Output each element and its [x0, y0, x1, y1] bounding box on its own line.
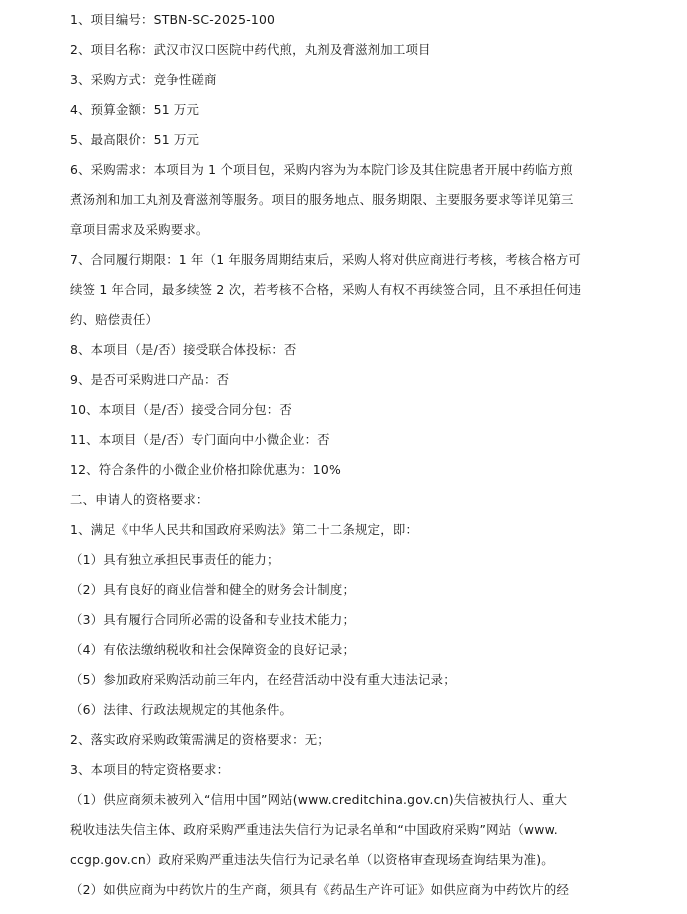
line-qualification-1-1: （1）具有独立承担民事责任的能力；	[70, 552, 280, 567]
line-procurement-method: 3、采购方式：竞争性磋商	[70, 72, 217, 87]
line-qualification-1: 1、满足《中华人民共和国政府采购法》第二十二条规定，即：	[70, 522, 419, 537]
line-qualification-2: 2、落实政府采购政策需满足的资格要求：无；	[70, 732, 330, 747]
line-price-discount: 12、符合条件的小微企业价格扣除优惠为：10%	[70, 462, 341, 477]
line-consortium: 8、本项目（是/否）接受联合体投标：否	[70, 342, 297, 357]
line-contract-period-2: 续签 1 年合同，最多续签 2 次，若考核不合格，采购人有权不再续签合同，且不承担任何违	[70, 282, 582, 297]
line-special-2a: （2）如供应商为中药饮片的生产商，须具有《药品生产许可证》如供应商为中药饮片的经	[70, 882, 570, 897]
line-qualification-1-3: （3）具有履行合同所必需的设备和专业技术能力；	[70, 612, 356, 627]
line-project-name: 2、项目名称：武汉市汉口医院中药代煎，丸剂及膏滋剂加工项目	[70, 42, 431, 57]
line-sme: 11、本项目（是/否）专门面向中小微企业：否	[70, 432, 330, 447]
line-project-number: 1、项目编号：STBN-SC-2025-100	[70, 12, 276, 27]
line-requirements-1: 6、采购需求：本项目为 1 个项目包，采购内容为为本院门诊及其住院患者开展中药临方煎	[70, 162, 573, 177]
line-contract-period-3: 约、赔偿责任）	[70, 312, 159, 327]
line-qualification-1-5: （5）参加政府采购活动前三年内，在经营活动中没有重大违法记录；	[70, 672, 456, 687]
line-qualification-1-2: （2）具有良好的商业信誉和健全的财务会计制度；	[70, 582, 356, 597]
line-special-1a: （1）供应商须未被列入“信用中国”网站(www.creditchina.gov.cn)失信被执行人、重大	[70, 792, 568, 807]
line-qualification-1-4: （4）有依法缴纳税收和社会保障资金的良好记录；	[70, 642, 356, 657]
line-import: 9、是否可采购进口产品：否	[70, 372, 230, 387]
line-requirements-2: 煮汤剂和加工丸剂及膏滋剂等服务。项目的服务地点、服务期限、主要服务要求等详见第三	[70, 192, 574, 207]
section-heading-qualifications: 二、申请人的资格要求：	[70, 492, 209, 507]
line-subcontract: 10、本项目（是/否）接受合同分包：否	[70, 402, 292, 417]
line-qualification-1-6: （6）法律、行政法规规定的其他条件。	[70, 702, 293, 717]
line-max-price: 5、最高限价：51 万元	[70, 132, 200, 147]
line-contract-period-1: 7、合同履行期限：1 年（1 年服务周期结束后，采购人将对供应商进行考核，考核合格方可	[70, 252, 581, 267]
document-body	[70, 5, 610, 905]
line-budget: 4、预算金额：51 万元	[70, 102, 200, 117]
line-requirements-3: 章项目需求及采购要求。	[70, 222, 209, 237]
line-qualification-3: 3、本项目的特定资格要求：	[70, 762, 230, 777]
line-special-1c: ccgp.gov.cn）政府采购严重违法失信行为记录名单（以资格审查现场查询结果为准)。	[70, 852, 554, 867]
line-special-1b: 税收违法失信主体、政府采购严重违法失信行为记录名单和“中国政府采购”网站（www.	[70, 822, 558, 837]
